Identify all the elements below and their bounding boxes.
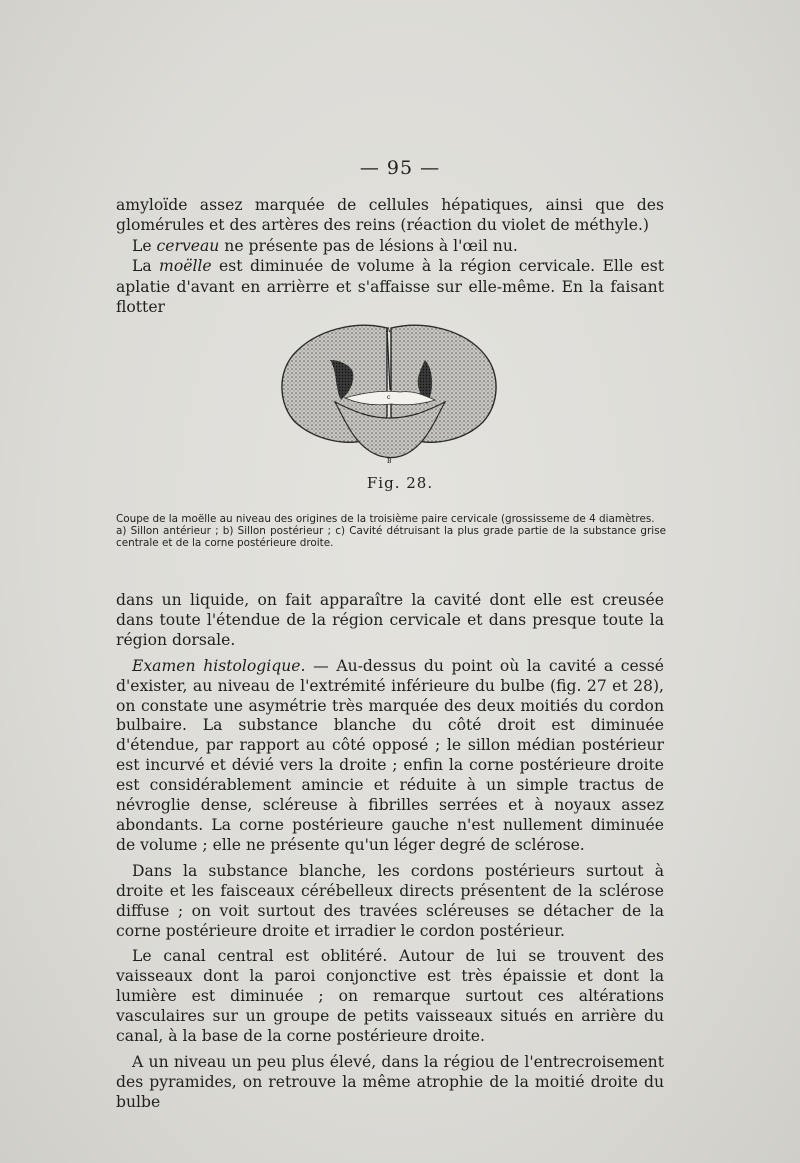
paragraph: Dans la substance blanche, les cordons postérieurs surtout à droite et les faisceaux cérébelleux directs présentent de la sclérose diffuse ; on voit surtout des travées scléreuses se détacher de la corne postérieure droite et irradier le cordon postérieur. bbox=[116, 861, 664, 940]
text-block-bottom bbox=[116, 591, 664, 1113]
paragraph: amyloïde assez marquée de cellules hépatiques, ainsi que des glomérules et des artères des reins (réaction du violet de méthyle.) bbox=[116, 196, 664, 235]
spinal-cord-section-illustration bbox=[275, 320, 505, 465]
text-block-top bbox=[116, 195, 664, 317]
mark-a: A bbox=[386, 327, 391, 334]
paragraph: dans un liquide, on fait apparaître la cavité dont elle est creusée dans toute l'étendue de la région cervicale et dans presque toute la région dorsale. bbox=[116, 591, 664, 649]
mark-b: B bbox=[387, 458, 392, 465]
paragraph: A un niveau un peu plus élevé, dans la régiou de l'entrecroisement des pyramides, on retrouve la même atrophie de la moitié droite du bulbe bbox=[116, 1052, 664, 1111]
mark-c: c bbox=[387, 394, 391, 401]
paragraph: Examen histologique. — Au-dessus du point où la cavité a cessé d'exister, au niveau de l'extrémité inférieure du bulbe (fig. 27 et 28), on constate une asymétrie très marquée des deux moitiés du cordon bulbaire. La substance blanche du côté droit est diminuée d'étendue, par rapport au côté opposé ; le sillon médian postérieur est incurvé et dévié vers la droite ; enfin la corne postérieure droite est considérablement amincie et réduite à un simple tractus de névroglie dense, scléreuse à fibrilles serrées et à noyaux assez abondants. La corne postérieure gauche n'est nullement diminuée de volume ; elle ne présente qu'un léger degré de sclérose. bbox=[116, 656, 664, 854]
figure-caption bbox=[116, 513, 666, 549]
caption-line: Coupe de la moëlle au niveau des origines de la troisième paire cervicale (grossisseme de 4 diamètres. bbox=[116, 513, 655, 525]
paragraph: La moëlle est diminuée de volume à la région cervicale. Elle est aplatie d'avant en arrièrre et s'affaisse sur elle-même. En la faisant flotter bbox=[116, 257, 664, 317]
caption-line: a) Sillon antérieur ; b) Sillon postérieur ; c) Cavité détruisant la plus grade partie de la substance grise centrale et de la corne postérieure droite. bbox=[116, 525, 666, 549]
paragraph: Le cerveau ne présente pas de lésions à l'œil nu. bbox=[132, 236, 518, 255]
figure-label: Fig. 28. bbox=[366, 474, 434, 492]
paragraph: Le canal central est oblitéré. Autour de lui se trouvent des vaisseaux dont la paroi conjonctive est très épaissie et dont la lumière est diminuée ; on remarque surtout ces altérations vasculaires sur un groupe de petits vaisseaux situés en arrière du canal, à la base de la corne postérieure droite. bbox=[116, 947, 664, 1046]
page-number: — 95 — bbox=[359, 157, 441, 179]
